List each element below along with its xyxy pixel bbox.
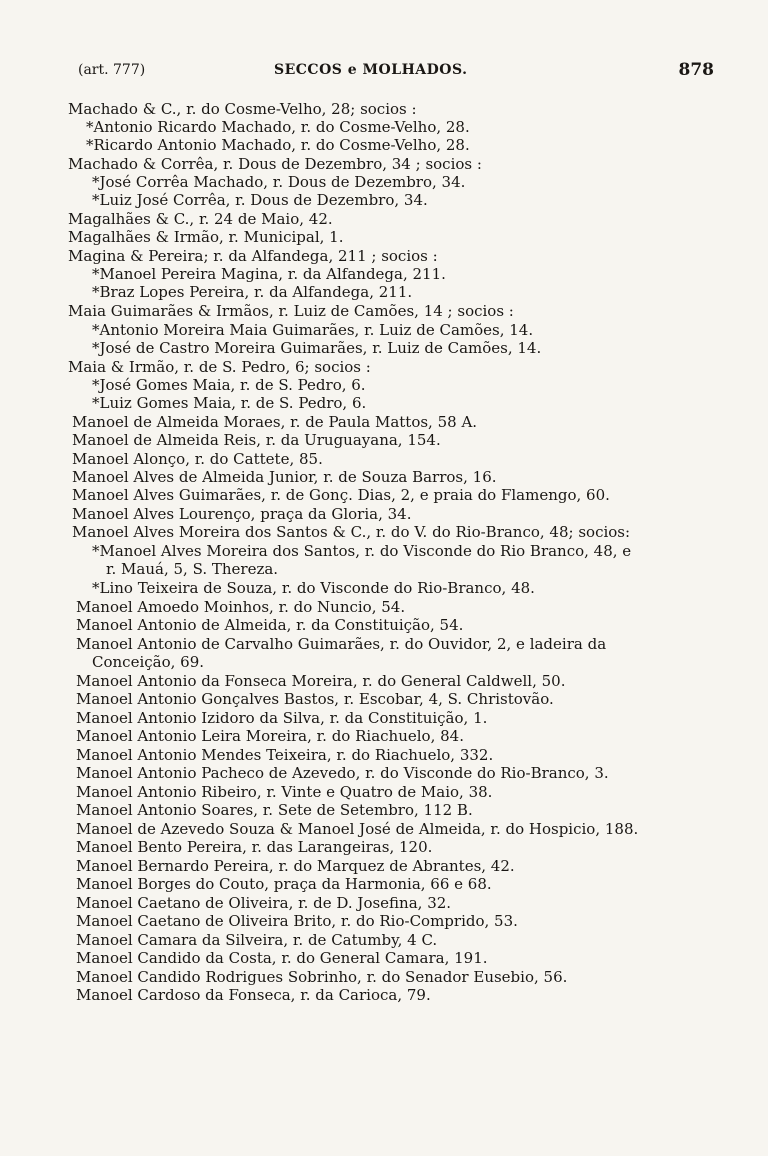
directory-entry: Manoel Alves de Almeida Junior, r. de Souza Barros, 16. — [72, 468, 497, 486]
directory-entry: Manoel Antonio Mendes Teixeira, r. do Riachuelo, 332. — [76, 746, 494, 764]
directory-entry: Manoel Candido da Costa, r. do General Camara, 191. — [76, 949, 488, 967]
directory-entry: Manoel Alonço, r. do Cattete, 85. — [72, 450, 323, 468]
directory-entry: Machado & Corrêa, r. Dous de Dezembro, 34 ; socios : — [68, 155, 482, 173]
directory-entry: Manoel Antonio Soares, r. Sete de Setembro, 112 B. — [76, 801, 473, 819]
partner-entry: *Lino Teixeira de Souza, r. do Visconde do Rio-Branco, 48. — [92, 579, 535, 597]
directory-entry: Manoel Antonio da Fonseca Moreira, r. do General Caldwell, 50. — [76, 672, 566, 690]
directory-entry: Manoel Bento Pereira, r. das Larangeiras, 120. — [76, 838, 433, 856]
section-reference: (art. 777) — [78, 62, 146, 78]
directory-entry: Maia & Irmão, r. de S. Pedro, 6; socios : — [68, 358, 371, 376]
partner-entry: *Antonio Moreira Maia Guimarães, r. Luiz de Camões, 14. — [92, 321, 534, 339]
directory-entry: Manoel de Almeida Moraes, r. de Paula Mattos, 58 A. — [72, 413, 478, 431]
partner-entry: *José de Castro Moreira Guimarães, r. Luiz de Camões, 14. — [92, 339, 542, 357]
partner-entry: *Ricardo Antonio Machado, r. do Cosme-Velho, 28. — [86, 136, 470, 154]
page-number: 878 — [678, 60, 714, 80]
directory-entry: Manoel Antonio Ribeiro, r. Vinte e Quatro de Maio, 38. — [76, 783, 493, 801]
directory-entry: Maia Guimarães & Irmãos, r. Luiz de Camões, 14 ; socios : — [68, 302, 514, 320]
directory-entry: Manoel Caetano de Oliveira, r. de D. Josefina, 32. — [76, 894, 452, 912]
partner-entry: *José Gomes Maia, r. de S. Pedro, 6. — [92, 376, 366, 394]
partner-entry: *Braz Lopes Pereira, r. da Alfandega, 211. — [92, 283, 413, 301]
partner-entry: *José Corrêa Machado, r. Dous de Dezembro, 34. — [92, 173, 466, 191]
partner-entry: *Luiz Gomes Maia, r. de S. Pedro, 6. — [92, 394, 367, 412]
directory-entry: Manoel Antonio Pacheco de Azevedo, r. do Visconde do Rio-Branco, 3. — [76, 764, 609, 782]
page-title: SECCOS e MOLHADOS. — [274, 62, 468, 78]
directory-entry: Manoel Bernardo Pereira, r. do Marquez de Abrantes, 42. — [76, 857, 515, 875]
partner-entry: *Luiz José Corrêa, r. Dous de Dezembro, 34. — [92, 191, 428, 209]
directory-entry: Manoel Antonio de Almeida, r. da Constituição, 54. — [76, 616, 464, 634]
directory-entry: Manoel Cardoso da Fonseca, r. da Carioca, 79. — [76, 986, 431, 1004]
directory-entry: Manoel Caetano de Oliveira Brito, r. do Rio-Comprido, 53. — [76, 912, 518, 930]
directory-entry: Manoel Antonio Leira Moreira, r. do Riachuelo, 84. — [76, 727, 464, 745]
directory-entry: Manoel de Azevedo Souza & Manoel José de Almeida, r. do Hospicio, 188. — [76, 820, 639, 838]
directory-entry: Manoel de Almeida Reis, r. da Uruguayana, 154. — [72, 431, 441, 449]
directory-entry: Conceição, 69. — [92, 653, 205, 671]
directory-entry: Manoel Antonio Izidoro da Silva, r. da Constituição, 1. — [76, 709, 488, 727]
directory-entry: Machado & C., r. do Cosme-Velho, 28; socios : — [68, 100, 417, 118]
directory-entry: r. Mauá, 5, S. Thereza. — [106, 560, 279, 578]
directory-entry: Manoel Antonio Gonçalves Bastos, r. Escobar, 4, S. Christovão. — [76, 690, 554, 708]
directory-entry: Manoel Antonio de Carvalho Guimarães, r. do Ouvidor, 2, e ladeira da — [76, 635, 607, 653]
partner-entry: *Manoel Pereira Magina, r. da Alfandega, 211. — [92, 265, 446, 283]
page-header — [78, 60, 714, 82]
directory-entry: Manoel Alves Lourenço, praça da Gloria, 34. — [72, 505, 412, 523]
directory-entry: Manoel Candido Rodrigues Sobrinho, r. do Senador Eusebio, 56. — [76, 968, 568, 986]
directory-entry: Manoel Borges do Couto, praça da Harmonia, 66 e 68. — [76, 875, 492, 893]
directory-entry: Magina & Pereira; r. da Alfandega, 211 ; socios : — [68, 247, 438, 265]
directory-entry: Manoel Alves Moreira dos Santos & C., r. do V. do Rio-Branco, 48; socios: — [72, 523, 631, 541]
directory-entry: Magalhães & Irmão, r. Municipal, 1. — [68, 228, 344, 246]
directory-entry: Magalhães & C., r. 24 de Maio, 42. — [68, 210, 333, 228]
directory-entry: Manoel Amoedo Moinhos, r. do Nuncio, 54. — [76, 598, 406, 616]
partner-entry: *Antonio Ricardo Machado, r. do Cosme-Velho, 28. — [86, 118, 470, 136]
directory-entry: Manoel Camara da Silveira, r. de Catumby, 4 C. — [76, 931, 438, 949]
partner-entry: *Manoel Alves Moreira dos Santos, r. do Visconde do Rio Branco, 48, e — [92, 542, 632, 560]
directory-entry: Manoel Alves Guimarães, r. de Gonç. Dias, 2, e praia do Flamengo, 60. — [72, 486, 610, 504]
